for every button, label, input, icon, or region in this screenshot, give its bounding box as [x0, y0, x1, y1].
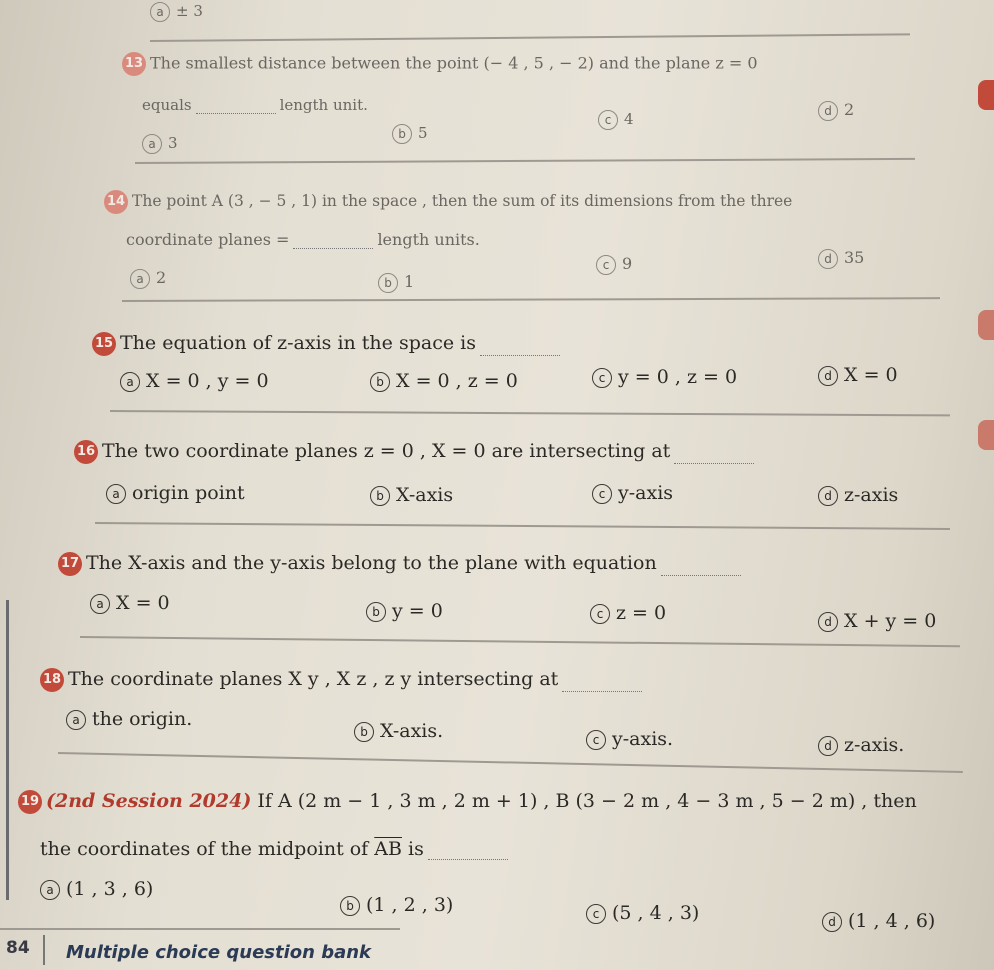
question-13-stem	[122, 52, 758, 76]
option-text: 1	[404, 272, 415, 291]
edge-tab-marker	[978, 420, 994, 450]
option-b[interactable]	[340, 894, 453, 916]
option-text: X-axis.	[380, 720, 444, 742]
option-d[interactable]	[822, 910, 935, 932]
option-text: z = 0	[616, 602, 667, 624]
question-number: 13	[122, 52, 146, 76]
option-c[interactable]	[598, 110, 634, 130]
option-letter: c	[590, 604, 610, 624]
separator-line	[150, 33, 910, 41]
option-letter: c	[596, 255, 616, 275]
question-13-stem-line2	[142, 96, 368, 114]
option-text: the origin.	[92, 708, 193, 730]
margin-rule	[6, 600, 9, 900]
question-15-stem	[92, 332, 564, 356]
separator-line	[95, 522, 950, 529]
option-text: X = 0	[844, 364, 898, 386]
option-letter: c	[586, 730, 606, 750]
option-text: X-axis	[396, 484, 454, 506]
question-number: 15	[92, 332, 116, 356]
option-text: X = 0 , z = 0	[396, 370, 518, 392]
answer-blank	[674, 463, 754, 464]
question-19-stem	[18, 790, 917, 814]
option-c[interactable]	[586, 902, 699, 924]
option-d[interactable]	[818, 248, 864, 269]
option-text: 3	[168, 134, 178, 152]
separator-line	[80, 636, 960, 647]
footer-divider	[43, 935, 45, 965]
option-text: (5 , 4 , 3)	[612, 902, 700, 924]
option-text: ± 3	[176, 2, 203, 20]
answer-blank	[562, 691, 642, 692]
option-d[interactable]	[818, 734, 904, 756]
option-letter: d	[818, 249, 838, 269]
option-letter: b	[392, 124, 412, 144]
option-letter: d	[822, 912, 842, 932]
option-d[interactable]	[818, 610, 936, 632]
question-text: The coordinate planes X y , X z , z y intersecting at	[68, 668, 559, 690]
separator-line	[110, 410, 950, 416]
option-b[interactable]	[366, 600, 443, 622]
question-text: If A (2 m − 1 , 3 m , 2 m + 1) , B (3 − 2 m , 4 − 3 m , 5 − 2 m) , then	[257, 790, 917, 812]
option-b[interactable]	[392, 124, 428, 144]
option-a[interactable]	[106, 482, 245, 504]
question-text: length unit.	[279, 96, 368, 114]
question-text: The two coordinate planes z = 0 , X = 0 are intersecting at	[102, 440, 671, 462]
question-text: The equation of z-axis in the space is	[120, 332, 476, 354]
option-letter: d	[818, 101, 838, 121]
separator-line	[122, 297, 940, 301]
session-label: (2nd Session 2024)	[46, 790, 252, 812]
option-letter: a	[40, 880, 60, 900]
option-c[interactable]	[586, 728, 673, 750]
question-number: 16	[74, 440, 98, 464]
option-letter: b	[378, 273, 398, 293]
edge-tab-marker	[978, 310, 994, 340]
option-b[interactable]	[354, 720, 443, 742]
question-text: length units.	[377, 230, 480, 249]
option-text: X = 0 , y = 0	[146, 370, 269, 392]
option-text: z-axis.	[844, 734, 905, 756]
option-letter: b	[366, 602, 386, 622]
option-a[interactable]	[66, 708, 192, 730]
option-b[interactable]	[378, 272, 414, 293]
separator-line	[135, 158, 915, 164]
option-letter: d	[818, 366, 838, 386]
option-c[interactable]	[592, 366, 737, 388]
option-letter: c	[592, 484, 612, 504]
question-19-stem-line2	[40, 838, 512, 860]
question-text: The X-axis and the y-axis belong to the plane with equation	[86, 552, 657, 574]
answer-blank	[293, 248, 373, 249]
option-text: 9	[622, 254, 633, 273]
question-number: 17	[58, 552, 82, 576]
option-a[interactable]	[142, 134, 178, 154]
option-letter: d	[818, 486, 838, 506]
question-number: 19	[18, 790, 42, 814]
answer-blank	[428, 859, 508, 860]
option-text: y = 0 , z = 0	[618, 366, 738, 388]
option-text: (1 , 4 , 6)	[848, 910, 936, 932]
option-letter: d	[818, 736, 838, 756]
option-a[interactable]	[90, 592, 170, 614]
option-text: y = 0	[392, 600, 443, 622]
option-b[interactable]	[370, 370, 518, 392]
option-letter: c	[586, 904, 606, 924]
option-text: y-axis	[618, 482, 674, 504]
page-number: 84	[6, 938, 30, 958]
option-letter: b	[370, 372, 390, 392]
option-letter: b	[340, 896, 360, 916]
option-b[interactable]	[370, 484, 453, 506]
separator-line	[0, 928, 400, 930]
question-17-stem	[58, 552, 745, 576]
question-text: coordinate planes =	[126, 230, 290, 249]
question-text: is	[408, 838, 424, 860]
option-text: X + y = 0	[844, 610, 937, 632]
option-text: 5	[418, 124, 428, 142]
option-letter: a	[142, 134, 162, 154]
option-letter: d	[818, 612, 838, 632]
question-16-stem	[74, 440, 758, 464]
option-text: origin point	[132, 482, 245, 504]
option-letter: a	[66, 710, 86, 730]
option-letter: c	[592, 368, 612, 388]
option-text: y-axis.	[612, 728, 674, 750]
option-text: (1 , 3 , 6)	[66, 878, 154, 900]
option-letter: a	[106, 484, 126, 504]
option-letter: b	[370, 486, 390, 506]
option-letter: a	[120, 372, 140, 392]
question-text: the coordinates of the midpoint of	[40, 838, 369, 860]
option-letter: c	[598, 110, 618, 130]
option-text: 2	[844, 100, 855, 119]
option-a[interactable]	[130, 268, 166, 289]
option-text: 2	[156, 268, 167, 287]
option-letter: a	[90, 594, 110, 614]
top-fragment	[150, 2, 203, 22]
option-text: 4	[624, 110, 634, 128]
option-a[interactable]	[120, 370, 269, 392]
option-d[interactable]	[818, 484, 898, 506]
question-14-stem	[104, 190, 792, 214]
answer-blank	[480, 355, 560, 356]
question-number: 14	[104, 190, 128, 214]
question-text: The point A (3 , − 5 , 1) in the space , then the sum of its dimensions from the three	[132, 192, 793, 210]
question-text: The smallest distance between the point (− 4 , 5 , − 2) and the plane z = 0	[150, 53, 758, 73]
option-letter: a	[130, 269, 150, 289]
option-c[interactable]	[592, 482, 673, 504]
option-letter: b	[354, 722, 374, 742]
option-d[interactable]	[818, 100, 854, 121]
edge-tab-marker	[978, 80, 994, 110]
question-number: 18	[40, 668, 64, 692]
segment-label: $\overline{AB}$	[374, 838, 402, 860]
option-letter: a	[150, 2, 170, 22]
question-18-stem	[40, 668, 646, 692]
option-a[interactable]	[40, 878, 153, 900]
option-c[interactable]	[596, 254, 632, 275]
option-d[interactable]	[818, 364, 898, 386]
answer-blank	[196, 113, 276, 114]
footer-title: Multiple choice question bank	[66, 942, 372, 963]
answer-blank	[661, 575, 741, 576]
option-c[interactable]	[590, 602, 666, 624]
option-text: (1 , 2 , 3)	[366, 894, 454, 916]
option-text: 35	[844, 248, 865, 267]
question-14-stem-line2	[126, 230, 480, 249]
question-text: equals	[142, 96, 192, 114]
option-text: z-axis	[844, 484, 899, 506]
option-text: X = 0	[116, 592, 170, 614]
